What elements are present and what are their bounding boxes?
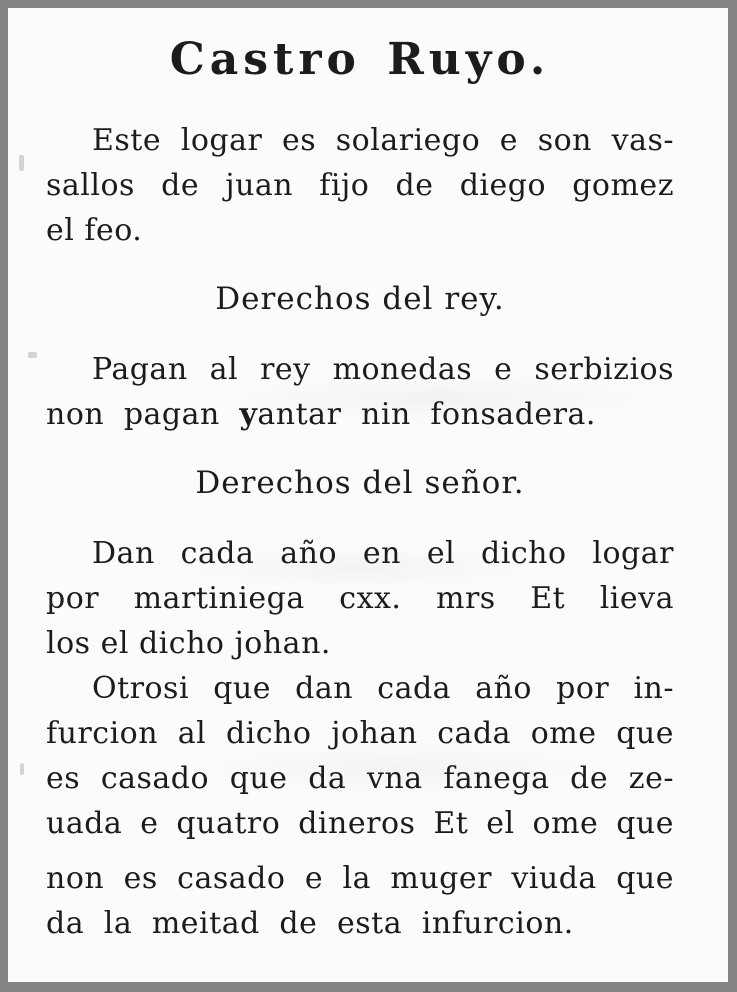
text-line: Pagan al rey monedas e serbizios xyxy=(92,352,674,387)
text-segment: antar nin fonsadera. xyxy=(257,397,596,432)
paragraph-3 xyxy=(46,531,674,666)
scan-speck xyxy=(19,155,24,171)
scanned-page xyxy=(8,8,728,982)
paragraph-4 xyxy=(46,666,674,946)
text-line: por martiniega cxx. mrs Et lieva xyxy=(46,581,674,616)
scan-speck xyxy=(20,763,24,775)
text-line: da la meitad de esta infurcion. xyxy=(46,906,574,941)
text-line: Otrosi que dan cada año por in- xyxy=(92,671,674,706)
text-line: el feo. xyxy=(46,213,143,248)
paragraph-1 xyxy=(46,118,674,253)
text-line: furcion al dicho johan cada ome que xyxy=(46,716,674,751)
scan-speck xyxy=(28,352,37,358)
text-line: uada e quatro dineros Et el ome que xyxy=(46,806,674,841)
text-segment: non pagan xyxy=(46,397,240,432)
section-heading-derechos-rey: Derechos del rey. xyxy=(215,281,505,317)
paragraph-2 xyxy=(46,347,674,437)
text-line: Este logar es solariego e son vas- xyxy=(92,123,674,158)
text-line: los el dicho johan. xyxy=(46,626,331,661)
text-line: non es casado e la muger viuda que xyxy=(46,861,674,896)
text-line: Dan cada año en el dicho logar xyxy=(92,536,674,571)
text-line xyxy=(46,392,674,437)
text-line: es casado que da vna fanega de ze- xyxy=(46,761,674,796)
text-line: sallos de juan fijo de diego gomez xyxy=(46,168,674,203)
bold-y-glyph: y xyxy=(239,397,258,432)
page-title: Castro Ruyo. xyxy=(169,34,551,85)
section-heading-derechos-senor: Derechos del señor. xyxy=(195,465,525,501)
